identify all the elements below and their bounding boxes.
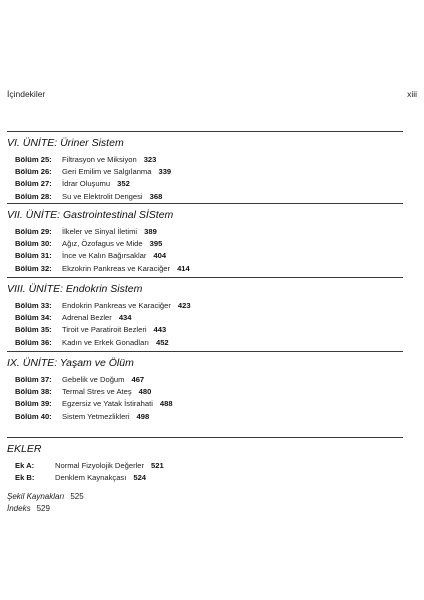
chapter-title: İnce ve Kalın Bağırsaklar (62, 251, 147, 261)
chapter-page-number: 395 (149, 239, 163, 249)
toc-entry[interactable] (7, 411, 403, 423)
unit-title: VI. ÜNİTE: Üriner Sistem (7, 137, 124, 149)
chapter-page-number: 339 (158, 167, 172, 177)
toc-entry[interactable] (7, 503, 84, 515)
appendix-page-number: 524 (133, 473, 147, 483)
chapter-label: Bölüm 35: (15, 325, 52, 335)
chapter-page-number: 414 (177, 263, 190, 273)
chapter-title: Ekzokrin Pankreas ve Karaciğer (62, 263, 171, 273)
chapter-title: Egzersiz ve Yatak İstirahati (62, 399, 153, 409)
chapter-title: Geri Emilim ve Salgılanma (62, 167, 152, 177)
toc-entry[interactable] (7, 491, 84, 503)
unit-section-vi (7, 131, 403, 203)
chapter-label: Bölüm 28: (15, 191, 52, 201)
back-matter-label: İndeks (7, 504, 31, 513)
chapter-label: Bölüm 40: (15, 411, 52, 421)
chapter-page-number: 323 (143, 155, 157, 164)
toc-entry[interactable] (7, 300, 403, 312)
chapter-label: Bölüm 37: (15, 375, 52, 384)
toc-entry[interactable] (7, 263, 403, 275)
toc-entry[interactable] (7, 166, 403, 178)
running-header-section: İçindekiler (7, 89, 46, 99)
chapter-title: Gebelik ve Doğum (62, 375, 125, 384)
unit-title: VIII. ÜNİTE: Endokrin Sistem (7, 283, 143, 295)
unit-section-vii (7, 203, 403, 275)
toc-entry[interactable] (7, 191, 403, 203)
chapter-title: İlkeler ve Sinyal İletimi (62, 227, 138, 236)
unit-title: IX. ÜNİTE: Yaşam ve Ölüm (7, 357, 134, 369)
chapter-title: Endokrin Pankreas ve Karaciğer (62, 301, 171, 310)
chapter-page-number: 467 (131, 375, 145, 384)
chapter-title: Tiroit ve Paratiroit Bezleri (62, 325, 147, 335)
running-header-page-number: xiii (407, 89, 417, 99)
chapter-label: Bölüm 27: (15, 179, 52, 189)
chapter-label: Bölüm 25: (15, 155, 52, 164)
toc-entry[interactable] (7, 250, 403, 262)
toc-entry[interactable] (7, 178, 403, 190)
toc-entry[interactable] (7, 154, 403, 166)
chapter-title: İdrar Oluşumu (62, 179, 111, 189)
chapter-label: Bölüm 32: (15, 263, 52, 273)
chapter-label: Bölüm 36: (15, 337, 52, 347)
back-matter-label: Şekil Kaynakları (7, 492, 65, 501)
toc-entry[interactable] (7, 226, 403, 238)
chapter-page-number: 368 (149, 191, 163, 201)
toc-entry[interactable] (7, 324, 403, 336)
chapter-page-number: 488 (159, 399, 173, 409)
back-matter-page-number: 529 (36, 504, 50, 513)
chapter-title: Su ve Elektrolit Dengesi (62, 191, 143, 201)
appendix-title: Normal Fizyolojik Değerler (55, 461, 145, 470)
back-matter-page-number: 525 (70, 492, 84, 501)
toc-entry[interactable] (7, 374, 403, 386)
toc-entry[interactable] (7, 472, 403, 484)
appendices-section (7, 437, 403, 484)
chapter-page-number: 452 (155, 337, 169, 347)
chapter-title: Adrenal Bezler (62, 313, 112, 323)
chapter-page-number: 443 (153, 325, 167, 335)
chapter-label: Bölüm 39: (15, 399, 52, 409)
chapter-title: Filtrasyon ve Miksiyon (62, 155, 137, 164)
chapter-page-number: 389 (144, 227, 157, 236)
chapter-label: Bölüm 26: (15, 167, 52, 177)
chapter-label: Bölüm 31: (15, 251, 52, 261)
chapter-page-number: 404 (153, 251, 167, 261)
appendix-page-number: 521 (151, 461, 164, 470)
toc-entry[interactable] (7, 312, 403, 324)
unit-title: VII. ÜNİTE: Gastrointestinal SİStem (7, 209, 174, 221)
back-matter (7, 491, 84, 515)
chapter-page-number: 480 (138, 387, 152, 397)
chapter-label: Bölüm 30: (15, 239, 52, 249)
appendices-title: EKLER (7, 443, 42, 455)
appendix-title: Denklem Kaynakçası (55, 473, 127, 483)
toc-entry[interactable] (7, 460, 403, 472)
chapter-title: Kadın ve Erkek Gonadları (62, 337, 149, 347)
chapter-page-number: 352 (117, 179, 130, 189)
chapter-title: Termal Stres ve Ateş (62, 387, 132, 397)
toc-entry[interactable] (7, 398, 403, 410)
chapter-title: Ağız, Özofagus ve Mide (62, 239, 143, 249)
chapter-label: Bölüm 29: (15, 227, 52, 236)
unit-section-viii (7, 277, 403, 349)
chapter-label: Bölüm 34: (15, 313, 52, 323)
chapter-label: Bölüm 38: (15, 387, 52, 397)
chapter-page-number: 434 (118, 313, 132, 323)
toc-entry[interactable] (7, 337, 403, 349)
toc-entry[interactable] (7, 238, 403, 250)
appendix-label: Ek B: (15, 473, 35, 483)
chapter-label: Bölüm 33: (15, 301, 52, 310)
unit-section-ix (7, 351, 403, 423)
chapter-page-number: 498 (136, 411, 150, 421)
chapter-title: Sistem Yetmezlikleri (62, 411, 130, 421)
toc-entry[interactable] (7, 386, 403, 398)
running-header (7, 89, 417, 101)
chapter-page-number: 423 (177, 301, 191, 310)
appendix-label: Ek A: (15, 461, 35, 470)
